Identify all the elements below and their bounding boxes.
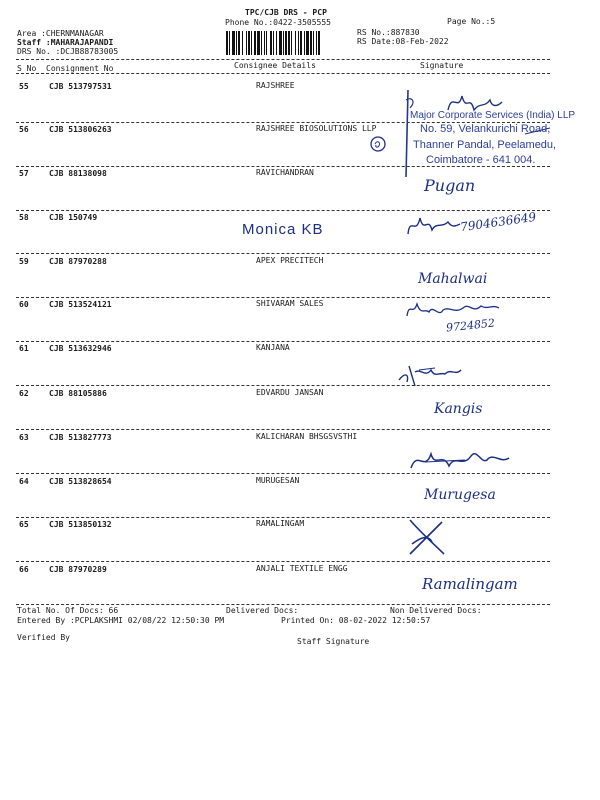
barcode-bar <box>264 31 265 55</box>
delivered-docs: Delivered Docs: <box>226 606 299 615</box>
row-divider <box>16 385 550 386</box>
row-s-no: 62 <box>19 389 29 398</box>
barcode-bar <box>251 31 252 55</box>
stamp-line-2: No. 59, Velankurichi Road, <box>420 123 551 135</box>
row-divider <box>16 429 550 430</box>
row-s-no: 56 <box>19 125 29 134</box>
row-consignee: RAMALINGAM <box>256 519 305 528</box>
row-s-no: 66 <box>19 565 29 574</box>
barcode-bar <box>310 31 312 55</box>
row-divider <box>16 210 550 211</box>
stamp-line-1: Major Corporate Services (India) LLP <box>410 110 576 121</box>
staff-signature-label: Staff Signature <box>297 637 370 646</box>
drs-number: DRS No. :DCJB88783005 <box>17 47 119 56</box>
row-consignee: RAVICHANDRAN <box>256 168 314 177</box>
row-s-no: 61 <box>19 344 29 353</box>
barcode-bar <box>279 31 282 55</box>
staff-name: MAHARAJAPANDI <box>50 38 114 47</box>
row-divider <box>16 604 550 605</box>
row-consignee: MURUGESAN <box>256 476 300 485</box>
row-consignment-no: CJB 513632946 <box>49 344 112 353</box>
row-consignee: RAJSHREE <box>256 81 295 90</box>
row-divider <box>16 517 550 518</box>
row-64-signature: Murugesa <box>424 487 496 503</box>
row-s-no: 58 <box>19 213 29 222</box>
row-s-no: 60 <box>19 300 29 309</box>
stamp-line-4: Coimbatore - 641 004. <box>426 154 536 166</box>
row-59-signature: Mahalwai <box>418 271 488 287</box>
row-divider <box>16 561 550 562</box>
printed-on: Printed On: 08-02-2022 12:50:57 <box>281 616 431 625</box>
row-57-signature: Pugan <box>424 176 476 195</box>
barcode-bar <box>257 31 260 55</box>
non-delivered-docs: Non Delivered Docs: <box>390 606 482 615</box>
barcode-bar <box>283 31 284 55</box>
row-63-signature-scribble <box>405 442 515 476</box>
barcode-bar <box>229 31 230 55</box>
barcode-bar <box>248 31 250 55</box>
barcode-bar <box>270 31 272 55</box>
row-62-signature: Kangis <box>434 401 483 417</box>
barcode-bar <box>291 31 292 55</box>
barcode-bar <box>238 31 240 55</box>
barcode-bar <box>273 31 274 55</box>
row-60-handwritten-number: 9724852 <box>445 316 496 335</box>
row-consignment-no: CJB 88105886 <box>49 389 107 398</box>
row-consignment-no: CJB 513850132 <box>49 520 112 529</box>
barcode-bar <box>236 31 237 55</box>
barcode <box>226 31 344 55</box>
row-consignee: KALICHARAN BHSGSVSTHI <box>256 432 358 441</box>
row-s-no: 57 <box>19 169 29 178</box>
header-divider-top <box>16 59 550 60</box>
header-divider-bottom <box>16 73 550 74</box>
row-consignee: RAJSHREE BIOSOLUTIONS LLP <box>256 124 377 133</box>
row-s-no: 63 <box>19 433 29 442</box>
row-consignment-no: CJB 513806263 <box>49 125 112 134</box>
row-consignment-no: CJB 150749 <box>49 213 98 222</box>
rs-number: RS No.:887830 <box>357 28 420 37</box>
stamp-line-3: Thanner Pandal, Peelamedu, <box>413 139 557 151</box>
row-58-phone: 7904636649 <box>459 209 537 235</box>
row-61-signature-scribble <box>395 358 465 388</box>
barcode-bar <box>254 31 256 55</box>
barcode-bar <box>276 31 277 55</box>
row-s-no: 55 <box>19 82 29 91</box>
barcode-bar <box>313 31 314 55</box>
barcode-bar <box>304 31 305 55</box>
verified-by: Verified By <box>17 633 70 642</box>
barcode-bar <box>288 31 290 55</box>
barcode-bar <box>226 31 228 55</box>
column-header-consignee: Consignee Details <box>234 61 316 70</box>
barcode-bar <box>316 31 317 55</box>
area-label: Area :CHERNMANAGAR <box>17 29 104 38</box>
row-consignee: SHIVARAM SALES <box>256 299 324 308</box>
rs-date: RS Date:08-Feb-2022 <box>357 37 449 46</box>
row-consignment-no: CJB 87970289 <box>49 565 107 574</box>
barcode-bar <box>295 31 296 55</box>
row-consignment-no: CJB 513797531 <box>49 82 112 91</box>
row-58-signature-scribble <box>402 208 462 242</box>
page-number: Page No.:5 <box>447 17 496 26</box>
circle-mark <box>367 134 391 154</box>
row-consignment-no: CJB 88138098 <box>49 169 107 178</box>
column-header-signature: Signature <box>420 61 464 70</box>
barcode-bar <box>306 31 309 55</box>
phone-number: Phone No.:0422-3505555 <box>225 18 331 27</box>
row-consignee: APEX PRECITECH <box>256 256 324 265</box>
row-consignment-no: CJB 87970288 <box>49 257 107 266</box>
column-header-s-no: S No <box>17 64 37 73</box>
row-consignment-no: CJB 513827773 <box>49 433 112 442</box>
row-s-no: 64 <box>19 477 29 486</box>
row-s-no: 65 <box>19 520 29 529</box>
row-consignee: EDVARDU JANSAN <box>256 388 324 397</box>
row-divider <box>16 253 550 254</box>
stamp-signature-scribble <box>380 82 570 182</box>
row-consignment-no: CJB 513828654 <box>49 477 112 486</box>
barcode-bar <box>261 31 262 55</box>
staff-label: Staff : <box>17 38 51 47</box>
document-title: TPC/CJB DRS - PCP <box>245 8 327 17</box>
barcode-bar <box>285 31 287 55</box>
barcode-bar <box>318 31 320 55</box>
row-65-signature-scribble <box>402 514 452 558</box>
row-consignee: ANJALI TEXTILE ENGG <box>256 564 348 573</box>
staff-line <box>17 39 113 47</box>
column-header-consignment: Consignment No <box>46 64 114 73</box>
barcode-bar <box>232 31 235 55</box>
row-66-signature: Ramalingam <box>422 575 518 593</box>
row-58-consignee-handwritten: Monica KB <box>242 221 324 238</box>
barcode-bar <box>300 31 302 55</box>
barcode-bar <box>246 31 247 55</box>
row-divider <box>16 341 550 342</box>
row-consignee: KANJANA <box>256 343 290 352</box>
entered-by: Entered By :PCPLAKSHMI 02/08/22 12:50:30 PM <box>17 616 225 625</box>
barcode-bar <box>298 31 299 55</box>
barcode-bar <box>266 31 267 55</box>
total-docs: Total No. Of Docs: 66 <box>17 606 119 615</box>
row-s-no: 59 <box>19 257 29 266</box>
barcode-bar <box>242 31 243 55</box>
row-consignment-no: CJB 513524121 <box>49 300 112 309</box>
